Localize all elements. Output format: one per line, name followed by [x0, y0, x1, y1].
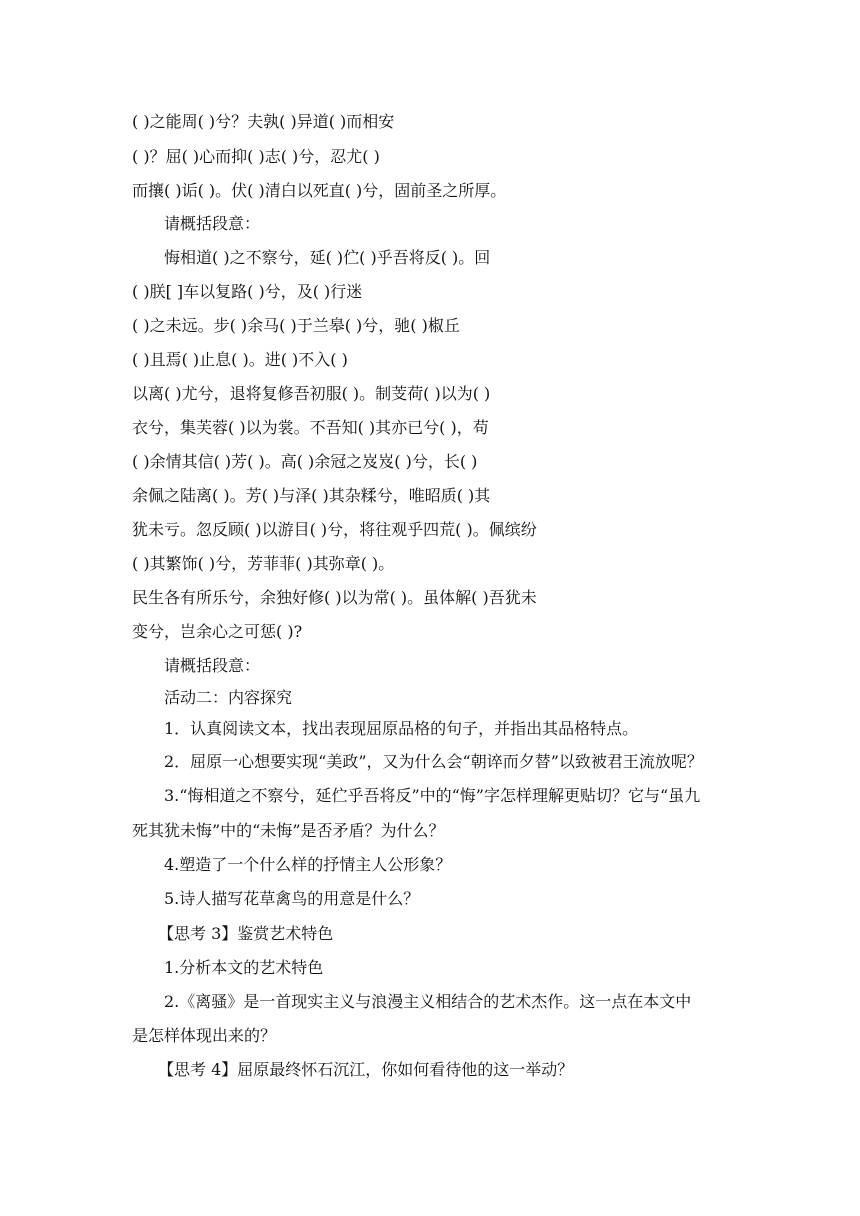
poem-line: 犹未亏。忽反顾( )以游目( )兮，将往观乎四荒( )。佩缤纷 [132, 520, 537, 539]
poem-line: 民生各有所乐兮，余独好修( )以为常( )。虽体解( )吾犹未 [132, 588, 537, 607]
poem-line: 变兮，岂余心之可惩( )? [132, 622, 303, 641]
question-item: 5.诗人描写花草禽鸟的用意是什么？ [164, 889, 420, 908]
poem-line: 而攘( )诟( )。伏( )清白以死直( )兮，固前圣之所厚。 [132, 181, 507, 200]
question-item: 2.《离骚》是一首现实主义与浪漫主义相结合的艺术杰作。这一点在本文中 [164, 992, 692, 1011]
poem-line: ( )朕[ ]车以复路( )兮，及( )行迷 [132, 282, 363, 301]
poem-line: ( )之未远。步( )余马( )于兰皋( )兮，驰( )椒丘 [132, 316, 460, 335]
question-item: 3.“悔相道之不察兮，延伫乎吾将反”中的“悔”字怎样理解更贴切？它与“虽九 [164, 786, 701, 805]
section-heading: 【思考 4】屈原最终怀石沉江，你如何看待他的这一举动？ [158, 1060, 574, 1079]
question-item: 2．屈原一心想要实现“美政”，又为什么会“朝谇而夕替”以致被君王流放呢？ [164, 752, 703, 771]
question-item: 1.分析本文的艺术特色 [164, 958, 324, 977]
poem-line: ( )？屈( )心而抑( )志( )兮，忍尤( ) [132, 147, 380, 166]
poem-line: ( )之能周( )兮？夫孰( )异道( )而相安 [132, 112, 395, 131]
poem-line: 衣兮，集芙蓉( )以为裳。不吾知( )其亦已兮( )，苟 [132, 418, 489, 437]
summary-prompt: 请概括段意： [164, 214, 261, 233]
poem-line: ( )其繁饰( )兮，芳菲菲( )其弥章( )。 [132, 554, 395, 573]
section-heading: 【思考 3】鉴赏艺术特色 [158, 924, 334, 943]
summary-prompt: 请概括段意： [164, 656, 261, 675]
question-item-continued: 是怎样体现出来的？ [132, 1026, 277, 1045]
question-item: 4.塑造了一个什么样的抒情主人公形象？ [164, 855, 452, 874]
poem-line: 以离( )尤兮，退将复修吾初服( )。制芰荷( )以为( ) [132, 384, 491, 403]
poem-line: 悔相道( )之不察兮，延( )伫( )乎吾将反( )。回 [164, 248, 491, 267]
question-item-continued: 死其犹未悔”中的“未悔”是否矛盾？为什么？ [132, 821, 445, 840]
poem-line: ( )余情其信( )芳( )。高( )余冠之岌岌( )兮，长( ) [132, 452, 478, 471]
question-item: 1．认真阅读文本，找出表现屈原品格的句子，并指出其品格特点。 [164, 719, 639, 738]
poem-line: ( )且焉( )止息( )。进( )不入( ) [132, 350, 348, 369]
poem-line: 余佩之陆离( )。芳( )与泽( )其杂糅兮，唯昭质( )其 [132, 486, 491, 505]
section-heading: 活动二：内容探究 [164, 688, 293, 707]
